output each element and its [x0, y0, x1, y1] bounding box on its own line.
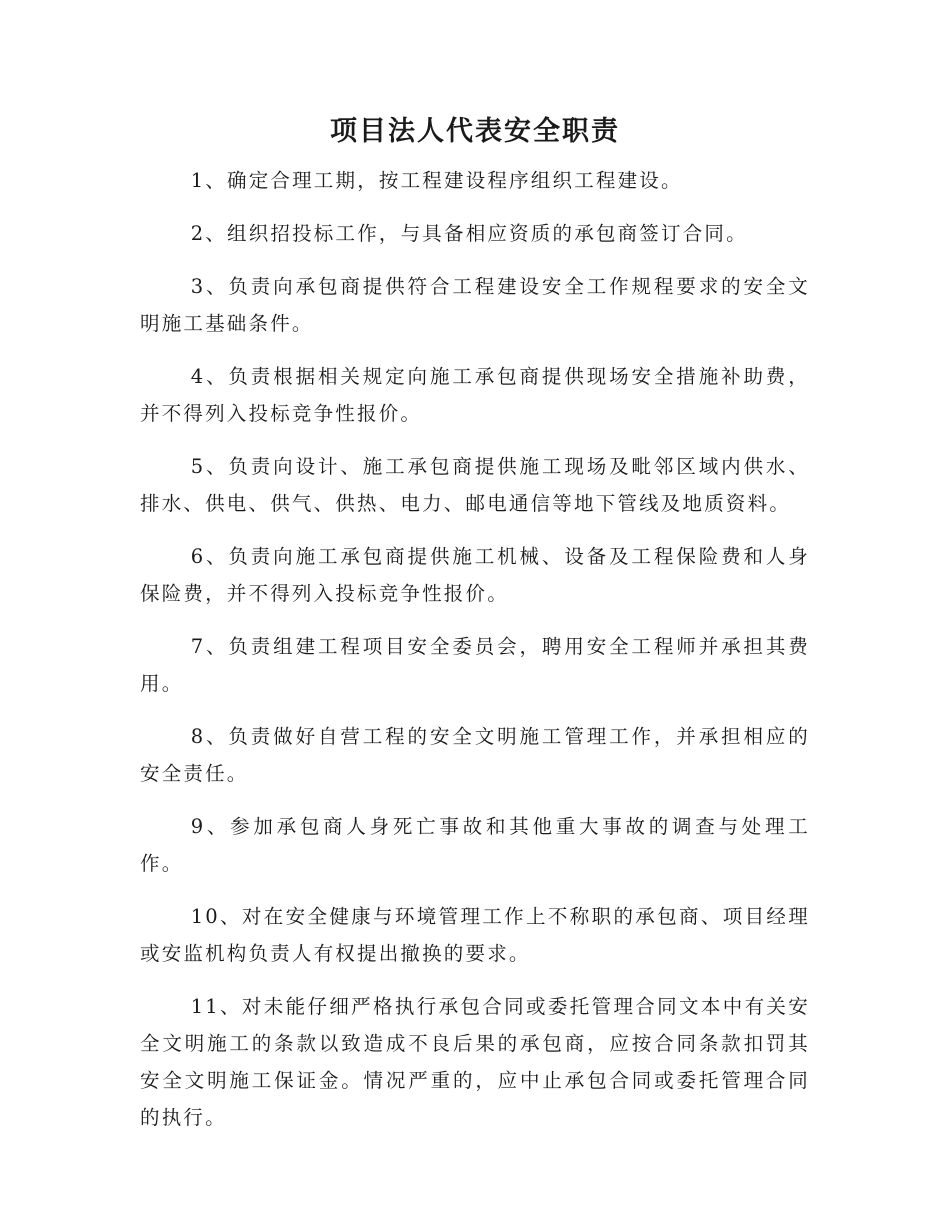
clause-3: 3、负责向承包商提供符合工程建设安全工作规程要求的安全文明施工基础条件。	[140, 275, 810, 335]
clause-7: 7、负责组建工程项目安全委员会，聘用安全工程师并承担其费用。	[140, 635, 810, 695]
clause-8: 8、负责做好自营工程的安全文明施工管理工作，并承担相应的安全责任。	[140, 725, 810, 785]
clause-6: 6、负责向施工承包商提供施工机械、设备及工程保险费和人身保险费，并不得列入投标竞争性报价。	[140, 545, 810, 605]
clause-11: 11、对未能仔细严格执行承包合同或委托管理合同文本中有关安全文明施工的条款以致造成不良后果的承包商，应按合同条款扣罚其安全文明施工保证金。情况严重的，应中止承包合同或委托管理合同的执行。	[140, 995, 810, 1129]
clause-9: 9、参加承包商人身死亡事故和其他重大事故的调查与处理工作。	[140, 815, 810, 875]
clause-10: 10、对在安全健康与环境管理工作上不称职的承包商、项目经理或安监机构负责人有权提出撤换的要求。	[140, 905, 810, 965]
clause-4: 4、负责根据相关规定向施工承包商提供现场安全措施补助费，并不得列入投标竞争性报价。	[140, 365, 810, 425]
document-title: 项目法人代表安全职责	[330, 116, 620, 147]
clause-1: 1、确定合理工期，按工程建设程序组织工程建设。	[190, 169, 683, 192]
document-page	[140, 112, 810, 1152]
clause-2: 2、组织招投标工作，与具备相应资质的承包商签订合同。	[190, 222, 748, 245]
clause-5: 5、负责向设计、施工承包商提供施工现场及毗邻区域内供水、排水、供电、供气、供热、电力、邮电通信等地下管线及地质资料。	[140, 455, 810, 515]
